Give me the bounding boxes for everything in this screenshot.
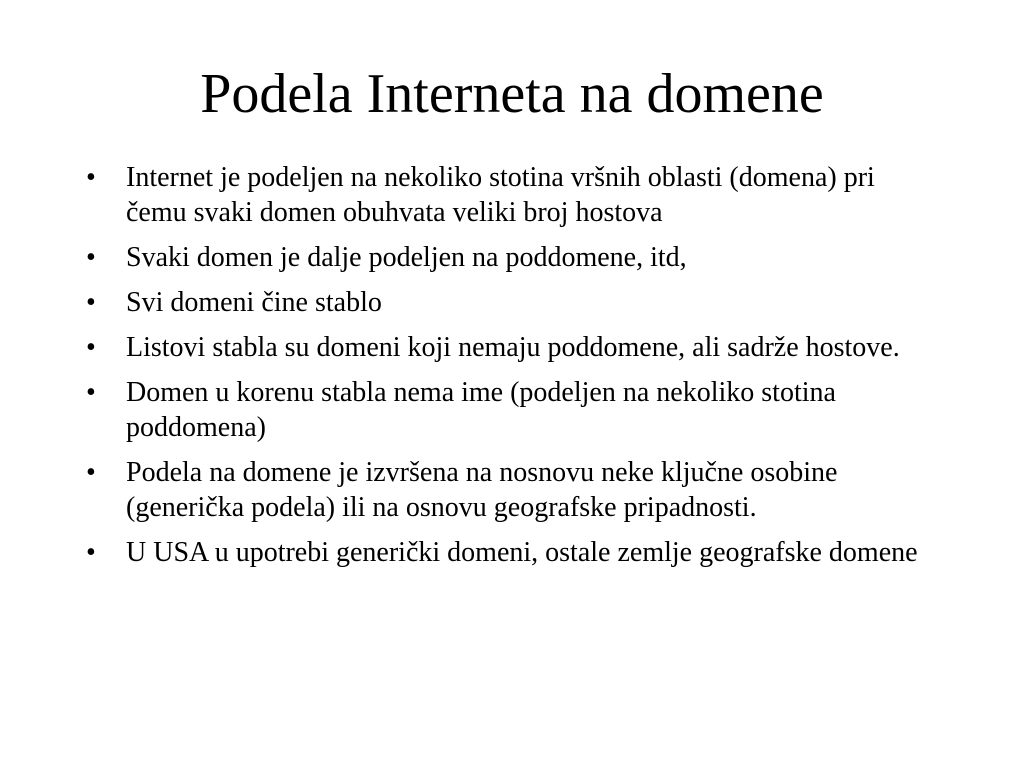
bullet-icon: • [86,457,96,488]
bullet-icon: • [86,377,96,408]
bullet-item [86,285,936,320]
bullet-item [86,330,936,365]
bullet-icon: • [86,162,96,193]
bullet-icon: • [86,537,96,568]
bullet-icon: • [86,332,96,363]
bullet-text: Internet je podeljen na nekoliko stotina vršnih oblasti (domena) pri čemu svaki domen obuhvata veliki broj hostova [126,162,875,228]
bullet-item [86,535,936,570]
bullet-text: Podela na domene je izvršena na nosnovu neke ključne osobine (generička podela) ili na osnovu geografske pripadnosti. [126,457,838,523]
bullet-text: Domen u korenu stabla nema ime (podeljen na nekoliko stotina poddomena) [126,377,836,443]
bullet-list [86,160,936,580]
bullet-text: Svi domeni čine stablo [126,287,382,318]
bullet-text: Svaki domen je dalje podeljen na poddomene, itd, [126,242,687,273]
bullet-text: U USA u upotrebi generički domeni, ostale zemlje geografske domene [126,537,918,568]
slide-title: Podela Interneta na domene [200,63,824,125]
bullet-item [86,455,936,525]
bullet-item [86,160,936,230]
bullet-icon: • [86,242,96,273]
bullet-icon: • [86,287,96,318]
bullet-item [86,240,936,275]
bullet-text: Listovi stabla su domeni koji nemaju poddomene, ali sadrže hostove. [126,332,900,363]
bullet-item [86,375,936,445]
